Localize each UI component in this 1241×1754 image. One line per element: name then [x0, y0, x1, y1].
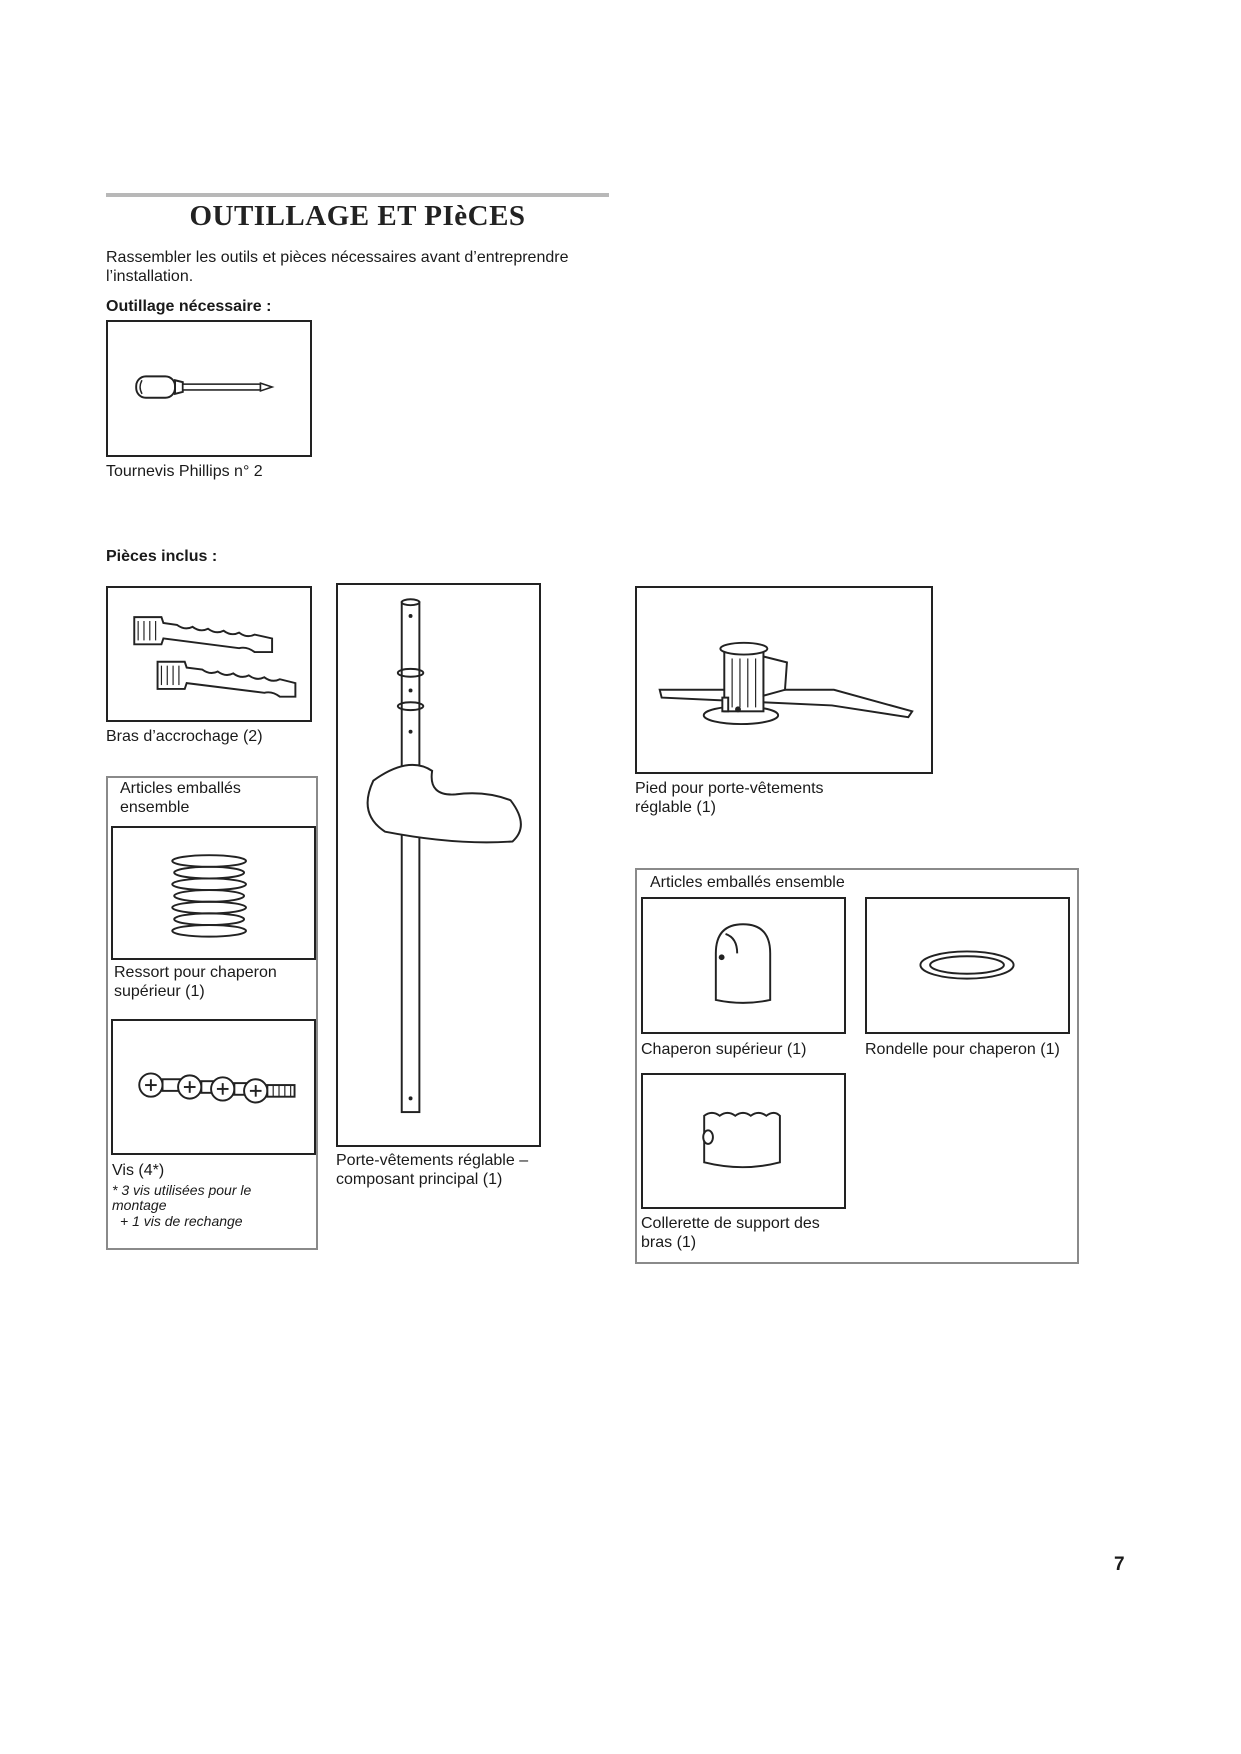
- parts-heading: Pièces inclus :: [106, 548, 218, 565]
- section-rule: [106, 193, 609, 197]
- hanging-arms-caption: Bras d’accrochage (2): [106, 728, 263, 745]
- tools-heading: Outillage nécessaire :: [106, 298, 272, 315]
- collar-icon: [643, 1075, 844, 1207]
- hanging-arms-box: [106, 586, 312, 722]
- screwdriver-icon: [108, 322, 310, 455]
- base-box: [635, 586, 933, 774]
- page-number: 7: [1114, 1554, 1125, 1575]
- intro-text: Rassembler les outils et pièces nécessaires avant d’entreprendre l’installation.: [106, 249, 569, 285]
- section-title: OUTILLAGE ET PIèCES: [189, 200, 526, 232]
- collar-box: [641, 1073, 846, 1209]
- stand-base-icon: [637, 588, 931, 772]
- base-caption: Pied pour porte-vêtements réglable (1): [635, 780, 824, 816]
- washer-icon: [867, 899, 1068, 1032]
- pole-icon: [338, 585, 539, 1145]
- screws-icon: [113, 1021, 314, 1153]
- collar-caption: Collerette de support des bras (1): [641, 1215, 820, 1251]
- top-cap-caption: Chaperon supérieur (1): [641, 1041, 807, 1058]
- spring-caption: Ressort pour chaperon supérieur (1): [114, 964, 277, 1000]
- main-pole-box: [336, 583, 541, 1147]
- screws-note-1: * 3 vis utilisées pour le montage: [112, 1182, 252, 1213]
- washer-box: [865, 897, 1070, 1034]
- group-right-title: Articles emballés ensemble: [650, 874, 845, 891]
- main-pole-caption: Porte-vêtements réglable – composant principal (1): [336, 1152, 529, 1188]
- screwdriver-box: [106, 320, 312, 457]
- screws-note-2: + 1 vis de rechange: [120, 1213, 243, 1229]
- top-cap-icon: [643, 899, 844, 1032]
- top-cap-box: [641, 897, 846, 1034]
- spring-box: [111, 826, 316, 960]
- spring-icon: [113, 828, 314, 958]
- group-left-title: Articles emballés ensemble: [120, 780, 241, 816]
- screws-box: [111, 1019, 316, 1155]
- washer-caption: Rondelle pour chaperon (1): [865, 1041, 1060, 1058]
- screws-caption: Vis (4*): [112, 1162, 165, 1179]
- screwdriver-caption: Tournevis Phillips n° 2: [106, 463, 263, 480]
- hanging-arms-icon: [108, 588, 310, 720]
